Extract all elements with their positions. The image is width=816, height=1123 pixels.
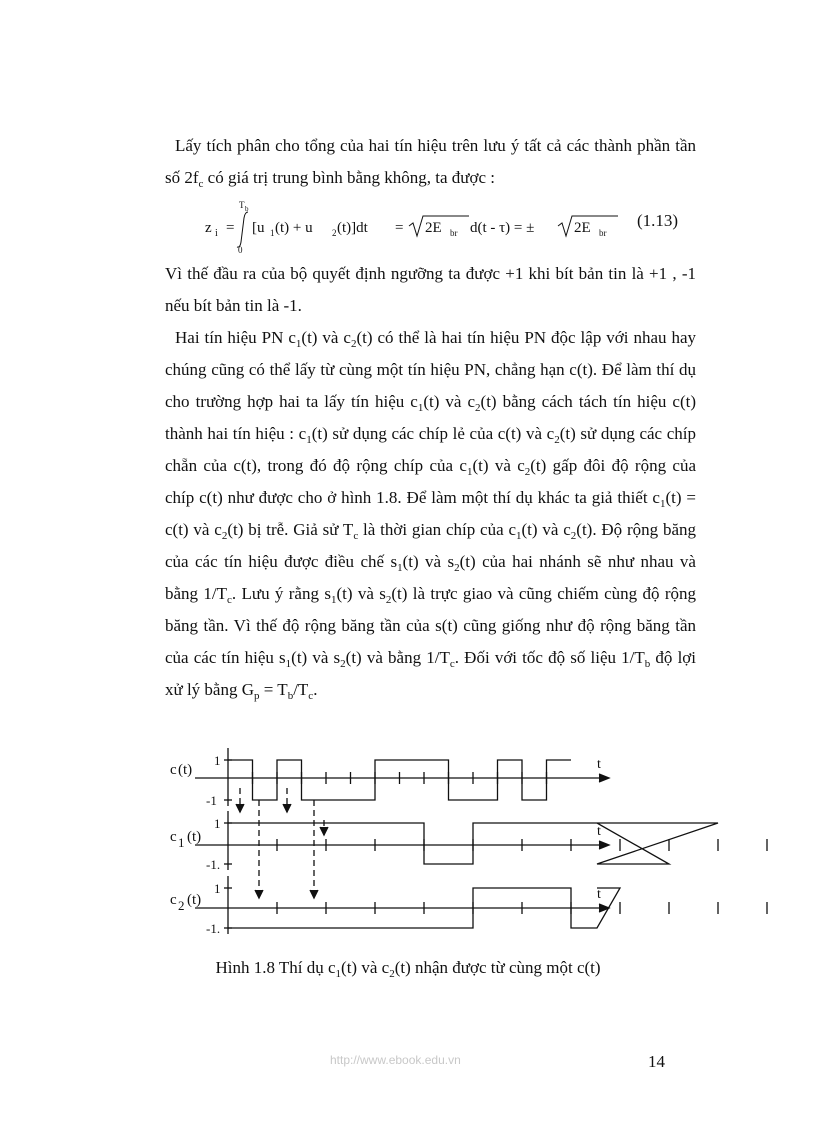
row-1-axis-label: t xyxy=(597,824,601,839)
row-0-label-rest: (t) xyxy=(178,762,193,778)
mapping-arrowhead-3 xyxy=(310,890,318,898)
row-1-arrow xyxy=(599,841,609,849)
eq-integrand-end: (t)]dt xyxy=(337,220,368,236)
eq-upper-limit-sub: b xyxy=(245,205,249,213)
row-1-low-label: -1. xyxy=(206,857,221,872)
eq-integrand-sub1: 1 xyxy=(270,228,275,238)
mapping-arrowhead-4 xyxy=(320,827,328,835)
eq-integrand-sub2: 2 xyxy=(332,228,337,238)
eq-rad1-sub: br xyxy=(450,228,458,238)
row-1-label-name: c xyxy=(170,829,177,845)
eq-rad2-sub: br xyxy=(599,228,607,238)
paragraph-pn-signals: Hai tín hiệu PN $c_1(t)$ và $c_2(t)$ có thể là hai tín hiệu PN độc lập với nhau hay chúng cũng có thể lấy từ cùng một tín hiệu PN, chẳng hạn c(t). Để làm thí dụ cho trường hợp hai ta lấy tín hiệu $c_1(t)$ và $c_2(t)$ bằng cách tách tín hiệu c(t) thành hai tín hiệu : $c_1(t)$ sử dụng các chíp lẻ của c(t) và $c_2(t)$ sử dụng các chíp chẵn của c(t), trong đó độ rộng chíp của $c_1(t)$ và $c_2(t)$ gấp đôi độ rộng của chíp c(t) như được cho ở hình 1.8. Để làm một thí dụ khác ta giả thiết $c_1(t) = c(t)$ và $c_2(t)$ bị trễ. Giả sử $T_c$ là thời gian chíp của $c_1(t)$ và $c_2(t)$. Độ rộng băng của các tín hiệu được điều chế $s_1(t)$ và $s_2(t)$ của hai nhánh sẽ như nhau và bằng $1/T_c$. Lưu ý rằng $s_1(t)$ và $s_2(t)$ là trực giao và cũng chiếm cùng độ rộng băng tần. Vì thế độ rộng băng tần của s(t) cũng giống như độ rộng băng tần của các tín hiệu $s_1(t)$ và $s_2(t)$ và bằng $1/T_c$. Đối với tốc độ số liệu $1/T_b$ độ lợi xử lý bằng $G_p = T_b/T_c$. xyxy=(165,328,697,702)
row-2-axis-label: t xyxy=(597,887,601,902)
equation-number: (1.13) xyxy=(637,211,679,230)
eq-equals-2: = xyxy=(395,220,404,236)
eq-equals-1: = xyxy=(226,220,235,236)
row-1-high-label: 1 xyxy=(214,816,221,831)
footer-url: http://www.ebook.edu.vn xyxy=(330,1053,461,1067)
paragraph-decision: Vì thế đầu ra của bộ quyết định ngưỡng ta được +1 khi bít bản tin là +1 , -1 nếu bít bản tin là -1. xyxy=(165,264,696,315)
row-1-waveform xyxy=(228,823,718,864)
row-0-high-label: 1 xyxy=(214,753,221,768)
eq-rad2: 2E xyxy=(574,220,591,236)
eq-lhs: z xyxy=(205,220,212,236)
eq-mid: d(t - τ) = ± xyxy=(470,220,535,236)
mapping-arrowhead-2 xyxy=(255,890,263,898)
row-1-label-rest: (t) xyxy=(187,829,202,845)
row-1-label-sub: 1 xyxy=(178,835,185,850)
eq-lower-limit: 0 xyxy=(238,245,243,255)
figure-caption: Hình 1.8 Thí dụ $c_1(t)$ và $c_2(t)$ nhận được từ cùng một c(t) xyxy=(215,958,601,980)
row-0-label-name: c xyxy=(170,762,177,778)
paragraph-intro: Lấy tích phân cho tổng của hai tín hiệu trên lưu ý tất cả các thành phần tần số $2f_c$ có giá trị trung bình bằng không, ta được : xyxy=(165,136,696,190)
eq-upper-limit: T xyxy=(239,200,245,210)
row-2-label-sub: 2 xyxy=(178,898,185,913)
eq-rad1: 2E xyxy=(425,220,442,236)
mapping-arrowhead-0 xyxy=(236,804,244,812)
row-0-low-label: -1 xyxy=(206,793,217,808)
row-0-arrow xyxy=(599,774,609,782)
eq-integrand-mid: (t) + u xyxy=(275,220,313,236)
row-2-label-rest: (t) xyxy=(187,892,202,908)
row-2-high-label: 1 xyxy=(214,881,221,896)
row-2-low-label: -1. xyxy=(206,921,221,936)
eq-integrand: [u xyxy=(252,220,265,236)
page-number: 14 xyxy=(648,1052,665,1071)
row-0-axis-label: t xyxy=(597,757,601,772)
mapping-arrowhead-1 xyxy=(283,804,291,812)
eq-lhs-sub: i xyxy=(215,228,218,239)
row-2-label-name: c xyxy=(170,892,177,908)
